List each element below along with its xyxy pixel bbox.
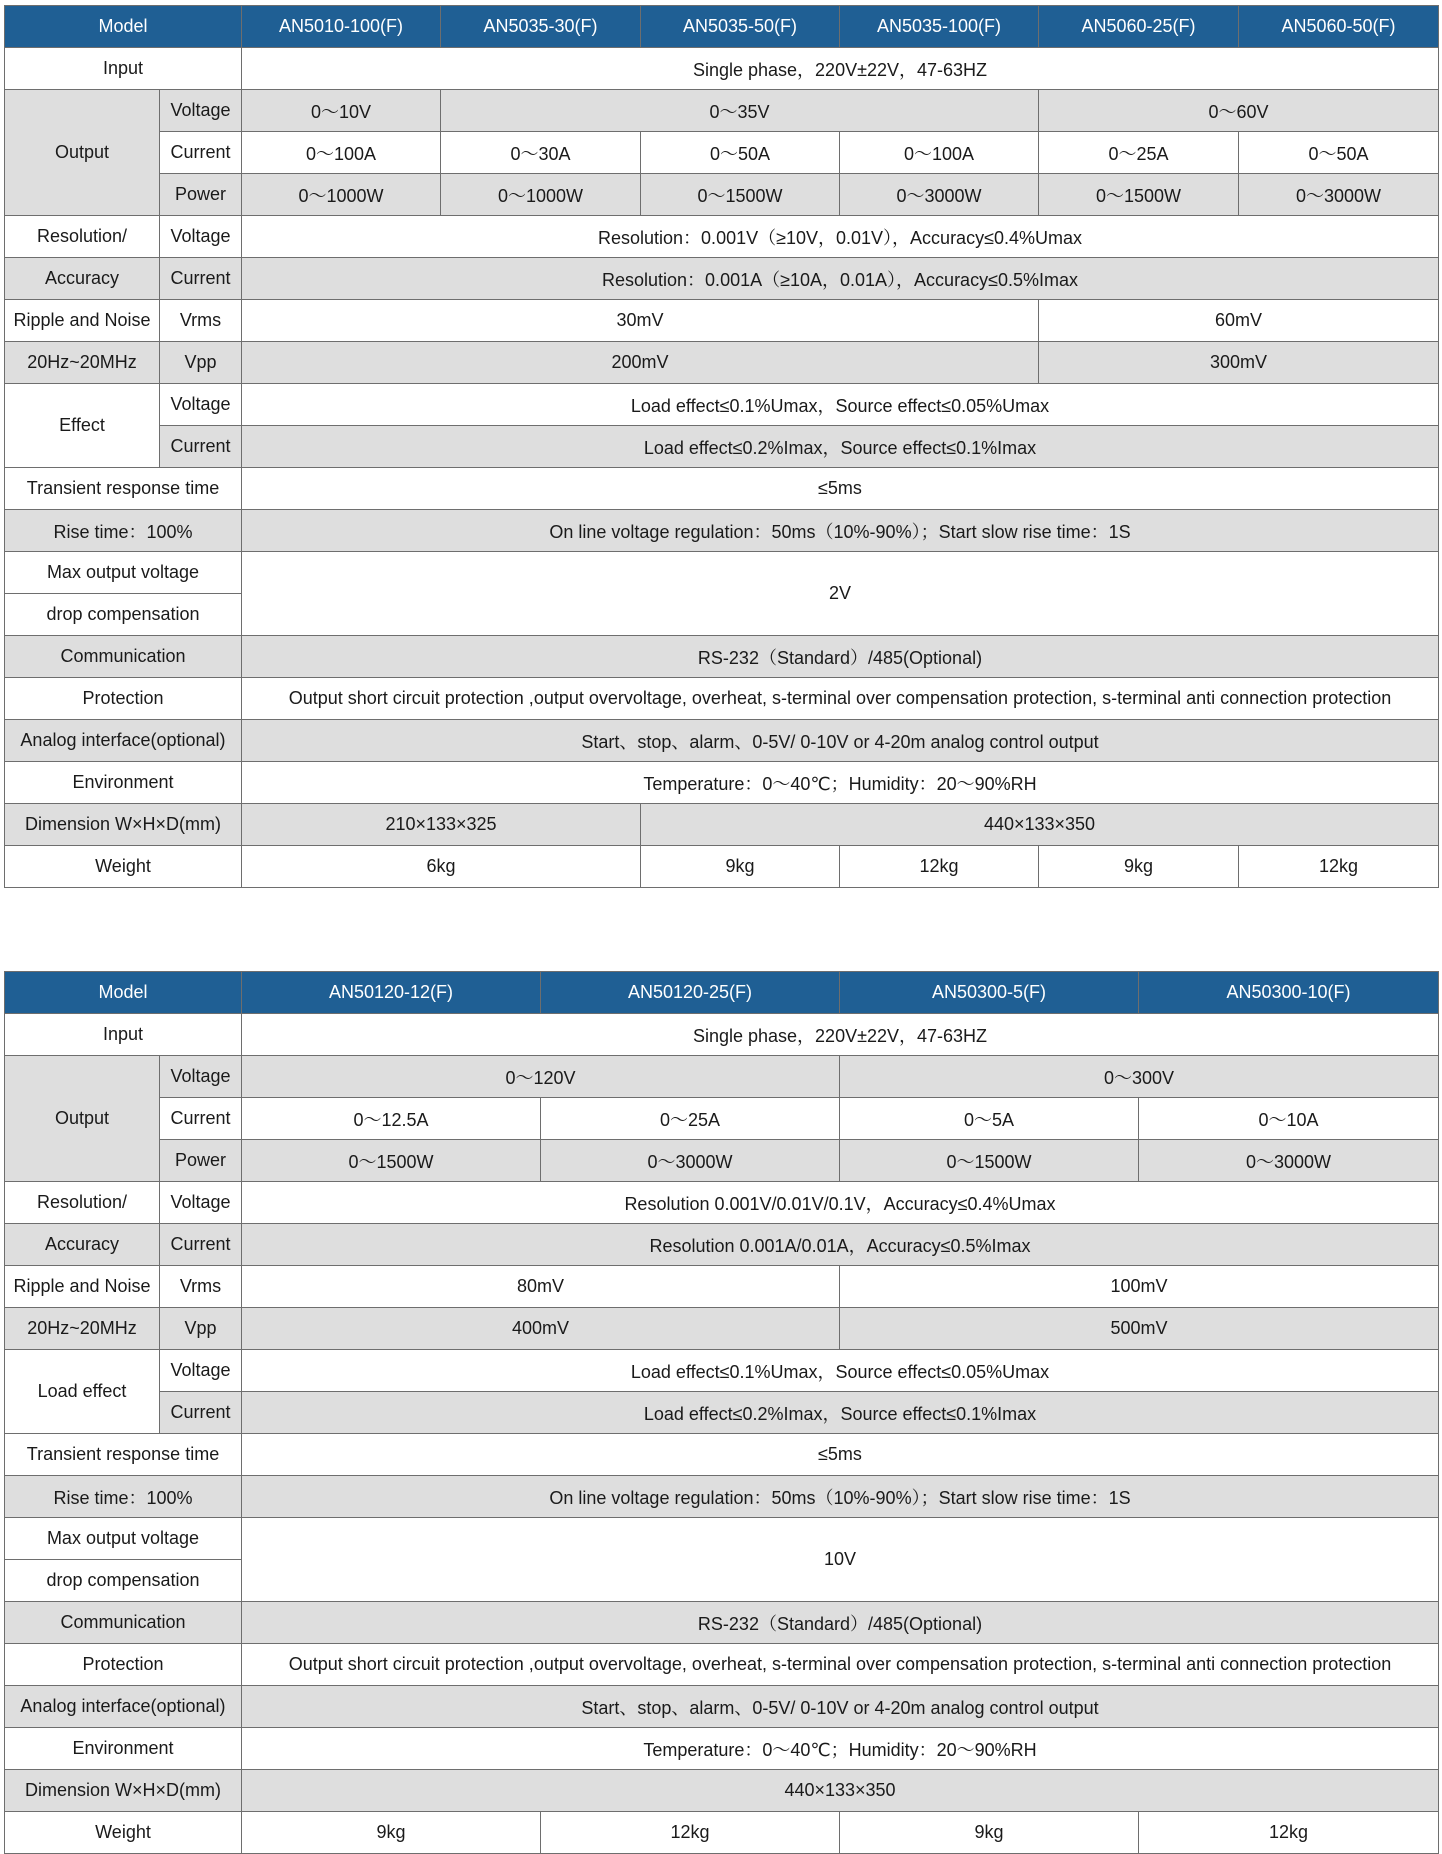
sub-label: Vrms (160, 300, 242, 342)
cell-value: On line voltage regulation：50ms（10%-90%）；Start slow rise time：1S (242, 1476, 1439, 1518)
output-power-row (5, 1140, 1439, 1182)
row-label: Analog interface(optional) (5, 1686, 242, 1728)
analog-row (5, 1686, 1439, 1728)
sub-label: Vrms (160, 1266, 242, 1308)
sub-label: Power (160, 174, 242, 216)
row-label: drop compensation (5, 1560, 242, 1602)
cell-value: Temperature：0～40℃；Humidity：20～90%RH (242, 1728, 1439, 1770)
cell-value: 9kg (242, 1812, 541, 1854)
output-voltage-row (5, 90, 1439, 132)
header-row (5, 972, 1439, 1014)
resolution-label: Resolution/ (5, 216, 160, 258)
row-label: Protection (5, 1644, 242, 1686)
effect-voltage-row (5, 384, 1439, 426)
cell-value: 500mV (840, 1308, 1439, 1350)
row-label: Communication (5, 636, 242, 678)
row-label: Max output voltage (5, 1518, 242, 1560)
row-label: Protection (5, 678, 242, 720)
cell-value: 0～100A (242, 132, 441, 174)
accuracy-label: Accuracy (5, 258, 160, 300)
sub-label: Voltage (160, 216, 242, 258)
cell-value: ≤5ms (242, 1434, 1439, 1476)
model-name: AN5035-100(F) (840, 6, 1039, 48)
sub-label: Vpp (160, 1308, 242, 1350)
cell-value: 9kg (840, 1812, 1139, 1854)
model-label: Model (5, 6, 242, 48)
sub-label: Current (160, 1392, 242, 1434)
output-voltage-row (5, 1056, 1439, 1098)
cell-value: Temperature：0～40℃；Humidity：20～90%RH (242, 762, 1439, 804)
cell-value: 0～5A (840, 1098, 1139, 1140)
effect-voltage-row (5, 1350, 1439, 1392)
cell-value: Resolution：0.001V（≥10V，0.01V），Accuracy≤0.4%Umax (242, 216, 1439, 258)
cell-value: 0～12.5A (242, 1098, 541, 1140)
sub-label: Voltage (160, 1056, 242, 1098)
model-name: AN5010-100(F) (242, 6, 441, 48)
cell-value: 0～3000W (1239, 174, 1439, 216)
cell-value: 0～60V (1039, 90, 1439, 132)
cell-value: 0～3000W (840, 174, 1039, 216)
cell-value: 440×133×350 (242, 1770, 1439, 1812)
model-name: AN5035-50(F) (641, 6, 840, 48)
cell-value: Load effect≤0.1%Umax，Source effect≤0.05%Umax (242, 1350, 1439, 1392)
cell-value: 0～120V (242, 1056, 840, 1098)
rise-time-row (5, 1476, 1439, 1518)
model-name: AN50120-25(F) (541, 972, 840, 1014)
cell-value: 0～10A (1139, 1098, 1439, 1140)
transient-row (5, 468, 1439, 510)
cell-value: 0～10V (242, 90, 441, 132)
row-label: Rise time：100% (5, 1476, 242, 1518)
row-label: Transient response time (5, 1434, 242, 1476)
environment-row (5, 762, 1439, 804)
output-current-row (5, 132, 1439, 174)
sub-label: Current (160, 132, 242, 174)
output-label: Output (5, 1056, 160, 1182)
effect-label: Load effect (5, 1350, 160, 1434)
transient-row (5, 1434, 1439, 1476)
resolution-voltage-row (5, 1182, 1439, 1224)
row-label: Dimension W×H×D(mm) (5, 804, 242, 846)
cell-value: On line voltage regulation：50ms（10%-90%）；Start slow rise time：1S (242, 510, 1439, 552)
cell-value: 400mV (242, 1308, 840, 1350)
resolution-label: Resolution/ (5, 1182, 160, 1224)
cell-value: Load effect≤0.2%Imax，Source effect≤0.1%Imax (242, 426, 1439, 468)
row-label: Environment (5, 1728, 242, 1770)
row-label: Weight (5, 1812, 242, 1854)
ripple-vrms-row (5, 300, 1439, 342)
row-label: Environment (5, 762, 242, 804)
header-row (5, 6, 1439, 48)
sub-label: Current (160, 426, 242, 468)
row-label: Analog interface(optional) (5, 720, 242, 762)
cell-value: Start、stop、alarm、0-5V/ 0-10V or 4-20m analog control output (242, 720, 1439, 762)
weight-row (5, 1812, 1439, 1854)
input-label: Input (5, 48, 242, 90)
sub-label: Current (160, 258, 242, 300)
cell-value: 0～50A (641, 132, 840, 174)
effect-current-row (5, 1392, 1439, 1434)
cell-value: 0～1000W (441, 174, 641, 216)
row-label: Communication (5, 1602, 242, 1644)
resolution-current-row (5, 258, 1439, 300)
cell-value: 12kg (1239, 846, 1439, 888)
cell-value: ≤5ms (242, 468, 1439, 510)
input-row (5, 48, 1439, 90)
max-drop-row-1 (5, 552, 1439, 594)
model-name: AN50300-10(F) (1139, 972, 1439, 1014)
cell-value: Resolution 0.001A/0.01A，Accuracy≤0.5%Imax (242, 1224, 1439, 1266)
row-label: Rise time：100% (5, 510, 242, 552)
cell-value: Load effect≤0.2%Imax，Source effect≤0.1%Imax (242, 1392, 1439, 1434)
communication-row (5, 1602, 1439, 1644)
input-value: Single phase，220V±22V，47-63HZ (242, 48, 1439, 90)
effect-current-row (5, 426, 1439, 468)
spec-table-an5000-series (4, 5, 1439, 888)
cell-value: 0～1500W (242, 1140, 541, 1182)
cell-value: 80mV (242, 1266, 840, 1308)
output-label: Output (5, 90, 160, 216)
cell-value: 10V (242, 1518, 1439, 1602)
ripple-vpp-row (5, 1308, 1439, 1350)
row-label: Max output voltage (5, 552, 242, 594)
cell-value: 0～3000W (541, 1140, 840, 1182)
model-name: AN5035-30(F) (441, 6, 641, 48)
sub-label: Current (160, 1224, 242, 1266)
ripple-label: Ripple and Noise (5, 300, 160, 342)
input-label: Input (5, 1014, 242, 1056)
ripple-frequency-label: 20Hz~20MHz (5, 342, 160, 384)
cell-value: 0～50A (1239, 132, 1439, 174)
ripple-vrms-row (5, 1266, 1439, 1308)
cell-value: 9kg (641, 846, 840, 888)
sub-label: Power (160, 1140, 242, 1182)
cell-value: 0～1500W (1039, 174, 1239, 216)
max-drop-row-1 (5, 1518, 1439, 1560)
spec-table-an50120-an50300-series (4, 971, 1439, 1854)
cell-value: 440×133×350 (641, 804, 1439, 846)
row-label: Transient response time (5, 468, 242, 510)
effect-label: Effect (5, 384, 160, 468)
cell-value: 0～1500W (641, 174, 840, 216)
cell-value: RS-232（Standard）/485(Optional) (242, 1602, 1439, 1644)
dimension-row (5, 804, 1439, 846)
input-value: Single phase，220V±22V，47-63HZ (242, 1014, 1439, 1056)
cell-value: Start、stop、alarm、0-5V/ 0-10V or 4-20m analog control output (242, 1686, 1439, 1728)
dimension-row (5, 1770, 1439, 1812)
row-label: drop compensation (5, 594, 242, 636)
cell-value: 0～3000W (1139, 1140, 1439, 1182)
cell-value: 100mV (840, 1266, 1439, 1308)
model-name: AN5060-25(F) (1039, 6, 1239, 48)
cell-value: Resolution 0.001V/0.01V/0.1V，Accuracy≤0.4%Umax (242, 1182, 1439, 1224)
cell-value: 200mV (242, 342, 1039, 384)
cell-value: 12kg (1139, 1812, 1439, 1854)
cell-value: 0～30A (441, 132, 641, 174)
sub-label: Voltage (160, 1182, 242, 1224)
protection-row (5, 1644, 1439, 1686)
cell-value: 0～25A (1039, 132, 1239, 174)
model-name: AN50120-12(F) (242, 972, 541, 1014)
analog-row (5, 720, 1439, 762)
environment-row (5, 1728, 1439, 1770)
sub-label: Current (160, 1098, 242, 1140)
cell-value: 6kg (242, 846, 641, 888)
row-label: Weight (5, 846, 242, 888)
cell-value: 30mV (242, 300, 1039, 342)
accuracy-label: Accuracy (5, 1224, 160, 1266)
row-label: Dimension W×H×D(mm) (5, 1770, 242, 1812)
sub-label: Voltage (160, 384, 242, 426)
ripple-vpp-row (5, 342, 1439, 384)
cell-value: 210×133×325 (242, 804, 641, 846)
sub-label: Voltage (160, 1350, 242, 1392)
cell-value: Load effect≤0.1%Umax，Source effect≤0.05%Umax (242, 384, 1439, 426)
weight-row (5, 846, 1439, 888)
sub-label: Voltage (160, 90, 242, 132)
cell-value: 0～1500W (840, 1140, 1139, 1182)
cell-value: 12kg (541, 1812, 840, 1854)
input-row (5, 1014, 1439, 1056)
cell-value: 0～300V (840, 1056, 1439, 1098)
cell-value: RS-232（Standard）/485(Optional) (242, 636, 1439, 678)
cell-value: 0～35V (441, 90, 1039, 132)
cell-value: 0～25A (541, 1098, 840, 1140)
ripple-label: Ripple and Noise (5, 1266, 160, 1308)
rise-time-row (5, 510, 1439, 552)
resolution-current-row (5, 1224, 1439, 1266)
cell-value: 9kg (1039, 846, 1239, 888)
cell-value: Output short circuit protection ,output overvoltage, overheat, s-terminal over compensation protection, s-terminal anti connection protection (242, 1644, 1439, 1686)
model-name: AN5060-50(F) (1239, 6, 1439, 48)
cell-value: 300mV (1039, 342, 1439, 384)
cell-value: Resolution：0.001A（≥10A，0.01A），Accuracy≤0.5%Imax (242, 258, 1439, 300)
protection-row (5, 678, 1439, 720)
cell-value: 2V (242, 552, 1439, 636)
cell-value: 60mV (1039, 300, 1439, 342)
output-power-row (5, 174, 1439, 216)
cell-value: 0～100A (840, 132, 1039, 174)
cell-value: 0～1000W (242, 174, 441, 216)
sub-label: Vpp (160, 342, 242, 384)
model-label: Model (5, 972, 242, 1014)
model-name: AN50300-5(F) (840, 972, 1139, 1014)
communication-row (5, 636, 1439, 678)
cell-value: 12kg (840, 846, 1039, 888)
output-current-row (5, 1098, 1439, 1140)
resolution-voltage-row (5, 216, 1439, 258)
ripple-frequency-label: 20Hz~20MHz (5, 1308, 160, 1350)
cell-value: Output short circuit protection ,output overvoltage, overheat, s-terminal over compensation protection, s-terminal anti connection protection (242, 678, 1439, 720)
